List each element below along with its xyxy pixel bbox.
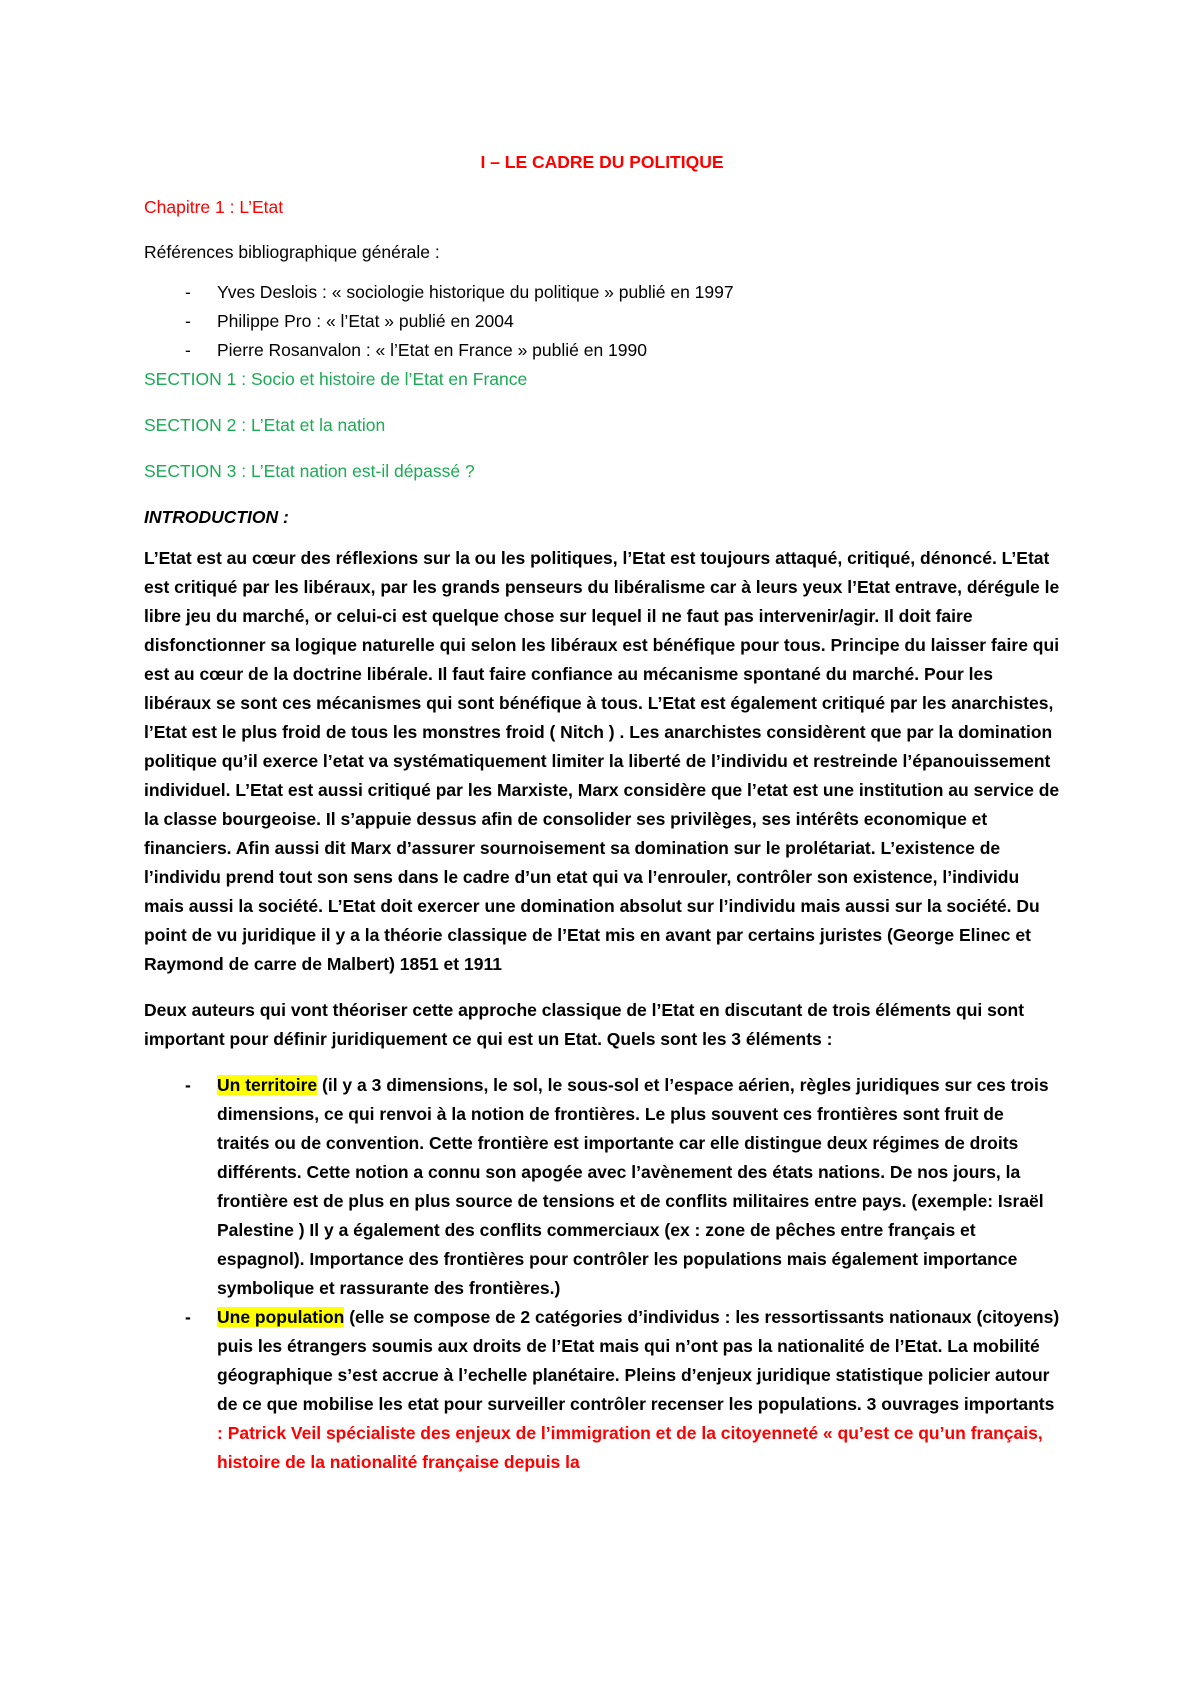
element-text: (elle se compose de 2 catégories d’individus : les ressortissants nationaux (citoyens) puis les étrangers soumis aux droits de l’Etat mais qui n’ont pas la nationalité de l’Etat. La mobilité géographique s’est accrue à l’echelle planétaire. Pleins d’enjeux juridique statistique policier autour de ce que mobilise les etat pour surveiller contrôler recenser les populations. 3 ouvrages importants bbox=[217, 1307, 1060, 1414]
document-title: I – LE CADRE DU POLITIQUE bbox=[480, 152, 724, 172]
chapter-heading: Chapitre 1 : L’Etat bbox=[144, 197, 284, 217]
introduction-paragraph: L’Etat est au cœur des réflexions sur la ou les politiques, l’Etat est toujours attaqué, critiqué, dénoncé. L’Etat est critiqué par les libéraux, par les grands penseurs du libéralisme car à leurs yeux l’Etat entrave, dérégule le libre jeu du marché, or celui-ci est quelque chose sur lequel il ne faut pas intervenir/agir. Il doit faire disfonctionner sa logique naturelle qui selon les libéraux est bénéfique pour tous. Principe du laisser faire qui est au cœur de la doctrine libérale. Il faut faire confiance au mécanisme spontané du marché. Pour les libéraux se sont ces mécanismes qui sont bénéfique à tous. L’Etat est également critiqué par les anarchistes, l’Etat est le plus froid de tous les monstres froid ( Nitch ) . Les anarchistes considèrent que par la domination politique qu’il exerce l’etat va systématiquement limiter la liberté de l’individu et restreinde l’épanouissement individuel. L’Etat est aussi critiqué par les Marxiste, Marx considère que l’etat est une institution au service de la classe bourgeoise. Il s’appuie dessus afin de consolider ses privilèges, ses intérêts economique et financiers. Afin aussi dit Marx d’assurer sournoisement sa domination sur le prolétariat. L’existence de l’individu prend tout son sens dans le cadre d’un etat qui va l’enrouler, contrôler son existence, l’individu mais aussi la société. L’Etat doit exercer une domination absolut sur l’individu mais aussi sur la société. Du point de vu juridique il y a la théorie classique de l’Etat mis en avant par certains juristes (George Elinec et Raymond de carre de Malbert) 1851 et 1911 bbox=[144, 548, 1060, 974]
section-1-heading: SECTION 1 : Socio et histoire de l’Etat en France bbox=[144, 369, 528, 389]
references-list bbox=[144, 278, 1060, 365]
highlighted-term: Une population bbox=[217, 1307, 345, 1327]
reference-item: - Yves Deslois : « sociologie historique du politique » publié en 1997 bbox=[144, 278, 1060, 307]
document-content bbox=[144, 148, 1060, 1477]
reference-item: - Philippe Pro : « l’Etat » publié en 2004 bbox=[144, 307, 1060, 336]
element-item-population bbox=[144, 1303, 1060, 1477]
section-3-heading: SECTION 3 : L’Etat nation est-il dépassé ? bbox=[144, 461, 475, 481]
elements-list bbox=[144, 1071, 1060, 1477]
section-2-heading: SECTION 2 : L’Etat et la nation bbox=[144, 415, 386, 435]
elements-paragraph: Deux auteurs qui vont théoriser cette approche classique de l’Etat en discutant de trois éléments qui sont important pour définir juridiquement ce qui est un Etat. Quels sont les 3 éléments : bbox=[144, 1000, 1025, 1049]
reference-item: - Pierre Rosanvalon : « l’Etat en France » publié en 1990 bbox=[144, 336, 1060, 365]
references-heading: Références bibliographique générale : bbox=[144, 242, 440, 262]
highlighted-term: Un territoire bbox=[217, 1075, 318, 1095]
element-item-territoire bbox=[144, 1071, 1060, 1303]
element-text: (il y a 3 dimensions, le sol, le sous-sol et l’espace aérien, règles juridiques sur ces trois dimensions, ce qui renvoi à la notion de frontières. Le plus souvent ces frontières sont fruit de traités ou de convention. Cette frontière est importante car elle distingue deux régimes de droits différents. Cette notion a connu son apogée avec l’avènement des états nations. De nos jours, la frontière est de plus en plus source de tensions et de conflits militaires entre pays. (exemple: Israël Palestine ) Il y a également des conflits commerciaux (ex : zone de pêches entre français et espagnol). Importance des frontières pour contrôler les populations mais également importance symbolique et rassurante des frontières.) bbox=[217, 1075, 1049, 1298]
introduction-heading: INTRODUCTION : bbox=[144, 507, 289, 527]
red-reference-text: : Patrick Veil spécialiste des enjeux de l’immigration et de la citoyenneté « qu’est ce qu’un français, histoire de la nationalité française depuis la bbox=[217, 1423, 1043, 1472]
